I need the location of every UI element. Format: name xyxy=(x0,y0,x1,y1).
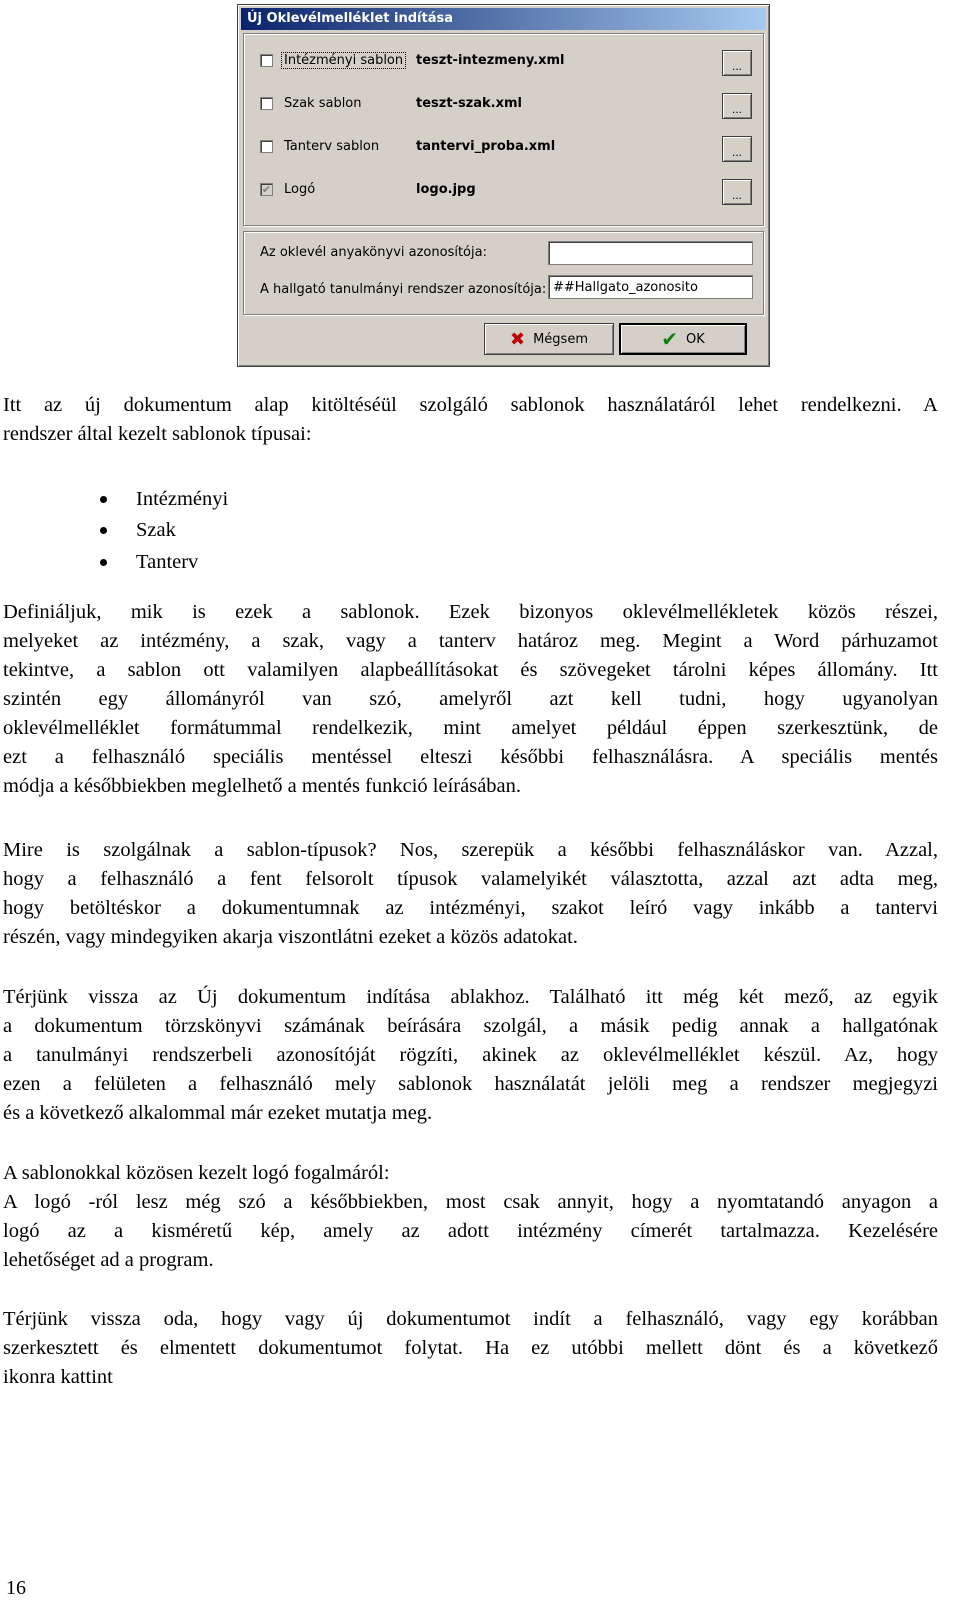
text-line: Térjünk vissza az Új dokumentum indítása ablakhoz. Található itt még két mező, az egyik xyxy=(3,986,938,1008)
cancel-x-icon: ✖ xyxy=(510,328,526,350)
text-line: ezen a felületen a felhasználó mely sablonok használatát jelöli meg a rendszer megjegyzi xyxy=(3,1073,938,1095)
student-id-label: A hallgató tanulmányi rendszer azonosítója: xyxy=(260,282,547,297)
dialog-title: Új Oklevélmelléklet indítása xyxy=(241,8,766,30)
institution-template-checkbox[interactable] xyxy=(260,54,273,67)
templates-group xyxy=(243,33,764,226)
text-line: szerkesztett és elmentett dokumentumot folytat. Ha ez utóbbi mellett dönt és a következő xyxy=(3,1337,938,1359)
paragraph-purpose xyxy=(3,836,938,952)
text-line: Definiáljuk, mik is ezek a sablonok. Ezek bizonyos oklevélmellékletek közös részei, xyxy=(3,601,938,623)
text-line: részén, vagy mindegyiken akarja viszontlátni ezeket a közös adatokat. xyxy=(3,926,578,948)
major-template-label[interactable]: Szak sablon xyxy=(284,96,362,111)
checkmark-icon: ✔ xyxy=(261,183,272,196)
bullet-icon xyxy=(100,496,107,503)
paragraph-intro xyxy=(3,391,938,449)
text-line: Mire is szolgálnak a sablon-típusok? Nos, szerepük a későbbi felhasználáskor van. Azzal, xyxy=(3,839,938,861)
text-line: lehetőséget ad a program. xyxy=(3,1249,214,1271)
major-template-checkbox[interactable] xyxy=(260,97,273,110)
paragraph-definition xyxy=(3,598,938,801)
template-row-curriculum xyxy=(244,136,763,162)
paragraph-continue xyxy=(3,1305,938,1392)
curriculum-browse-button[interactable]: ... xyxy=(722,136,752,162)
cancel-button[interactable] xyxy=(484,323,614,355)
bullet-icon xyxy=(100,559,107,566)
text-line: és a következő alkalommal már ezeket mutatja meg. xyxy=(3,1102,433,1124)
text-line: szintén egy állományról van szó, amelyről azt kell tudni, hogy ugyanolyan xyxy=(3,688,938,710)
institution-template-label[interactable]: Intézményi sablon xyxy=(284,53,404,68)
text-line: hogy a felhasználó a fent felsorolt típusok valamelyikét választotta, azzal azt adta meg, xyxy=(3,868,938,890)
text-line: oklevélmelléklet formátummal rendelkezik, mint amelyet például éppen szerkesztünk, de xyxy=(3,717,938,739)
ok-button[interactable] xyxy=(619,323,747,355)
ok-button-label: OK xyxy=(686,331,705,347)
bullet-icon xyxy=(100,527,107,534)
text-line: módja a későbbiekben meglelhető a mentés funkció leírásában. xyxy=(3,775,522,797)
student-id-input[interactable] xyxy=(548,275,753,299)
paragraph-fields xyxy=(3,983,938,1128)
text-line: A logó -ról lesz még szó a későbbiekben, most csak annyit, hogy a nyomtatandó anyagon a xyxy=(3,1191,938,1213)
institution-template-file: teszt-intezmeny.xml xyxy=(416,53,565,68)
logo-checkbox[interactable] xyxy=(260,183,273,196)
curriculum-template-file: tantervi_proba.xml xyxy=(416,139,556,154)
text-line: melyeket az intézmény, a szak, vagy a tanterv határoz meg. Megint a Word párhuzamot xyxy=(3,630,938,652)
text-line: Itt az új dokumentum alap kitöltéséül szolgáló sablonok használatáról lehet rendelkezni. A xyxy=(3,394,938,416)
major-browse-button[interactable]: ... xyxy=(722,93,752,119)
institution-browse-button[interactable]: ... xyxy=(722,50,752,76)
identifiers-group xyxy=(243,231,764,315)
logo-label[interactable]: Logó xyxy=(284,182,316,197)
curriculum-template-label[interactable]: Tanterv sablon xyxy=(284,139,380,154)
text-line: hogy betöltéskor a dokumentumnak az intézményi, szakot leíró vagy inkább a tantervi xyxy=(3,897,938,919)
text-line: logó az a kisméretű kép, amely az adott intézmény címerét tartalmazza. Kezelésére xyxy=(3,1220,938,1242)
diploma-registry-id-label: Az oklevél anyakönyvi azonosítója: xyxy=(260,245,487,260)
template-row-major xyxy=(244,93,763,119)
template-row-institution xyxy=(244,50,763,76)
diploma-registry-id-input[interactable] xyxy=(548,241,753,265)
new-diploma-supplement-dialog xyxy=(237,4,770,367)
text-line: tekintve, a sablon ott valamilyen alapbeállításokat és szövegeket tárolni képes állomány. Itt xyxy=(3,659,938,681)
template-row-logo xyxy=(244,179,763,205)
text-line: A sablonokkal közösen kezelt logó fogalmáról: xyxy=(3,1162,390,1184)
text-line: a dokumentum törzskönyvi számának beírására szolgál, a másik pedig annak a hallgatónak xyxy=(3,1015,938,1037)
text-line: a tanulmányi rendszerbeli azonosítóját rögzíti, akinek az oklevélmelléklet készül. Az, hogy xyxy=(3,1044,938,1066)
cancel-button-label: Mégsem xyxy=(533,331,588,347)
text-line: rendszer által kezelt sablonok típusai: xyxy=(3,423,312,445)
logo-file: logo.jpg xyxy=(416,182,476,197)
text-line: ikonra kattint xyxy=(3,1366,113,1388)
page-number: 16 xyxy=(6,1577,26,1599)
major-template-file: teszt-szak.xml xyxy=(416,96,522,111)
text-line: Térjünk vissza oda, hogy vagy új dokumentumot indít a felhasználó, vagy egy korábban xyxy=(3,1308,938,1330)
paragraph-logo xyxy=(3,1159,938,1275)
text-line: ezt a felhasználó speciális mentéssel elteszi későbbi felhasználásra. A speciális mentés xyxy=(3,746,938,768)
logo-browse-button[interactable]: ... xyxy=(722,179,752,205)
ok-check-icon: ✔ xyxy=(661,327,678,351)
curriculum-template-checkbox[interactable] xyxy=(260,140,273,153)
